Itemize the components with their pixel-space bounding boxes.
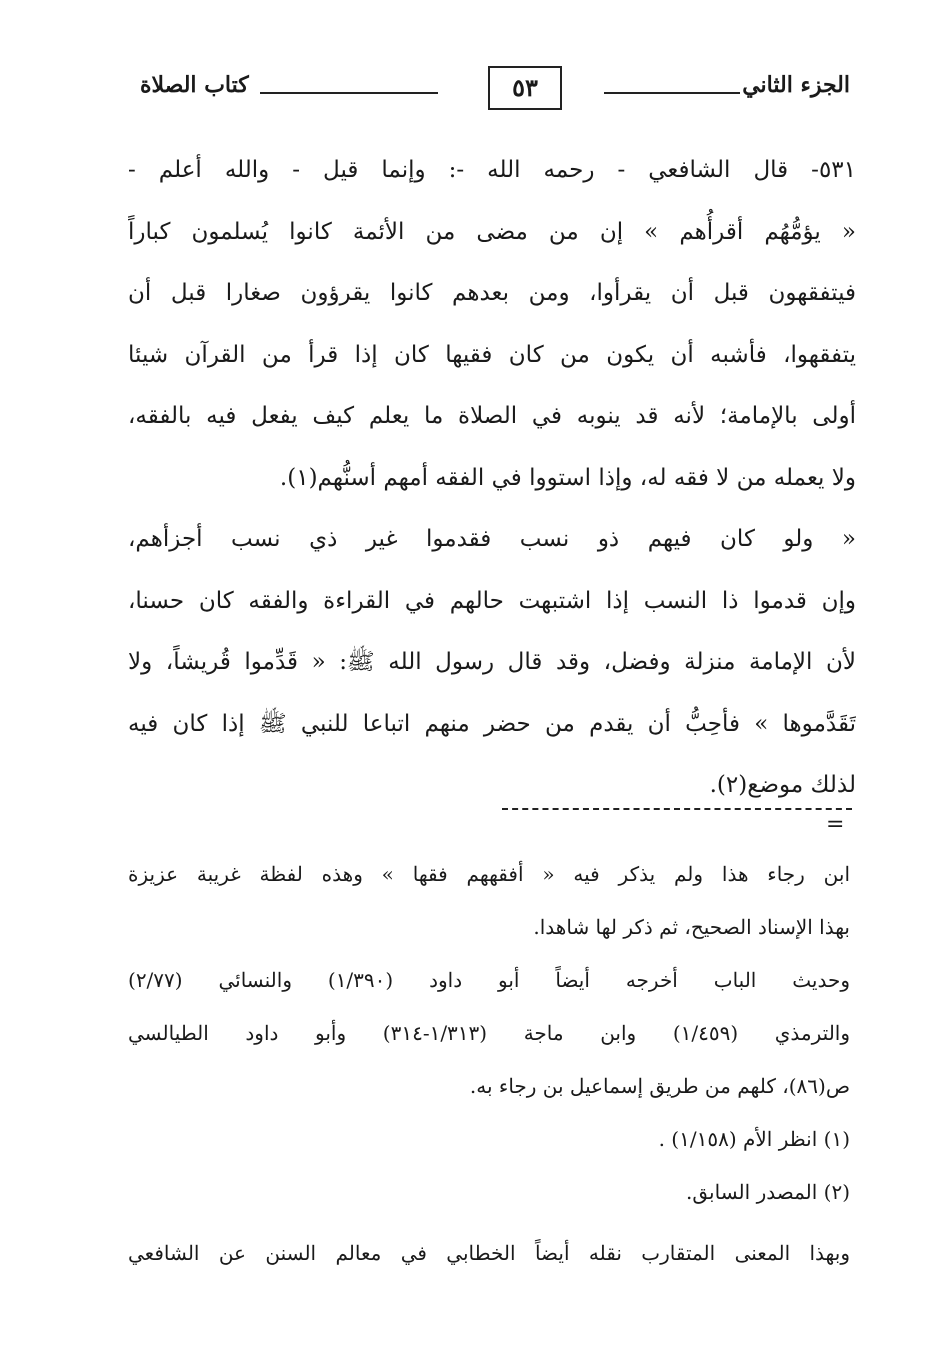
text-line: أولى بالإمامة؛ لأنه قد ينوبه في الصلاة ما يعلم كيف يفعل فيه بالفقه، bbox=[128, 403, 856, 429]
text-line: « يؤمُّهُم أقرأُهم » إن من مضى من الأئمة كانوا يُسلمون كباراً bbox=[128, 218, 856, 245]
book-title: كتاب الصلاة bbox=[140, 72, 249, 98]
footnote-separator bbox=[502, 808, 852, 810]
footnote-gap bbox=[128, 1219, 850, 1227]
footnote-line: (٢) المصدر السابق. bbox=[686, 1180, 850, 1204]
footnote-line: وحديث الباب أخرجه أيضاً أبو داود (١/٣٩٠) والنسائي (٢/٧٧) bbox=[128, 968, 850, 992]
part-title: الجزء الثاني bbox=[742, 72, 850, 98]
continuation-mark: = bbox=[826, 812, 845, 837]
page-header bbox=[110, 62, 850, 112]
text-line: لأن الإمامة منزلة وفضل، وقد قال رسول الله ﷺ: « قَدِّموا قُريشاً، ولا bbox=[128, 649, 856, 675]
footnote-line: والترمذي (١/٤٥٩) وابن ماجة (١/٣١٣-٣١٤) وأبو داود الطيالسي bbox=[128, 1021, 850, 1045]
footnote-line: بهذا الإسناد الصحيح، ثم ذكر لها شاهدا. bbox=[533, 915, 850, 939]
page-number: ٥٣ bbox=[488, 66, 562, 110]
text-line: يتفقهوا، فأشبه أن يكون من كان فقيها كان إذا قرأ من القرآن شيئا bbox=[128, 341, 856, 368]
text-line: « ولو كان فيهم ذو نسب فقدموا غير ذي نسب أجزأهم، bbox=[128, 526, 856, 552]
text-line: ٥٣١- قال الشافعي - رحمه الله -: وإنما قيل - والله أعلم - bbox=[128, 157, 856, 183]
footnotes bbox=[128, 848, 850, 1280]
footnote-line: (١) انظر الأم (١/١٥٨) . bbox=[658, 1127, 850, 1151]
text-line: وإن قدموا ذا النسب إذا اشتبهت حالهم في القراءة والفقه كان حسنا، bbox=[128, 587, 856, 614]
footnote-line: ص(٨٦)، كلهم من طريق إسماعيل بن رجاء به. bbox=[469, 1074, 850, 1098]
text-line: ولا يعمله من لا فقه له، وإذا استووا في الفقه أمهم أسنُّهم(١). bbox=[279, 464, 856, 491]
text-line: تَقَدَّموها » فأحِبُّ أن يقدم من حضر منهم اتباعا للنبي ﷺ إذا كان فيه bbox=[128, 710, 856, 737]
header-rule-right bbox=[604, 92, 740, 94]
main-text bbox=[128, 140, 856, 817]
footnote-bottom-line: وبهذا المعنى المتقارب نقله أيضاً الخطابي في معالم السنن عن الشافعي bbox=[128, 1241, 850, 1265]
header-rule-left bbox=[260, 92, 438, 94]
footnote-line: ابن رجاء هذا ولم يذكر فيه « أفقههم فقها » وهذه لفظة غريبة عزيزة bbox=[128, 862, 850, 886]
text-line: فيتفقهون قبل أن يقرأوا، ومن بعدهم كانوا يقرؤون صغارا قبل أن bbox=[128, 280, 856, 306]
text-line: لذلك موضع(٢). bbox=[709, 772, 856, 798]
